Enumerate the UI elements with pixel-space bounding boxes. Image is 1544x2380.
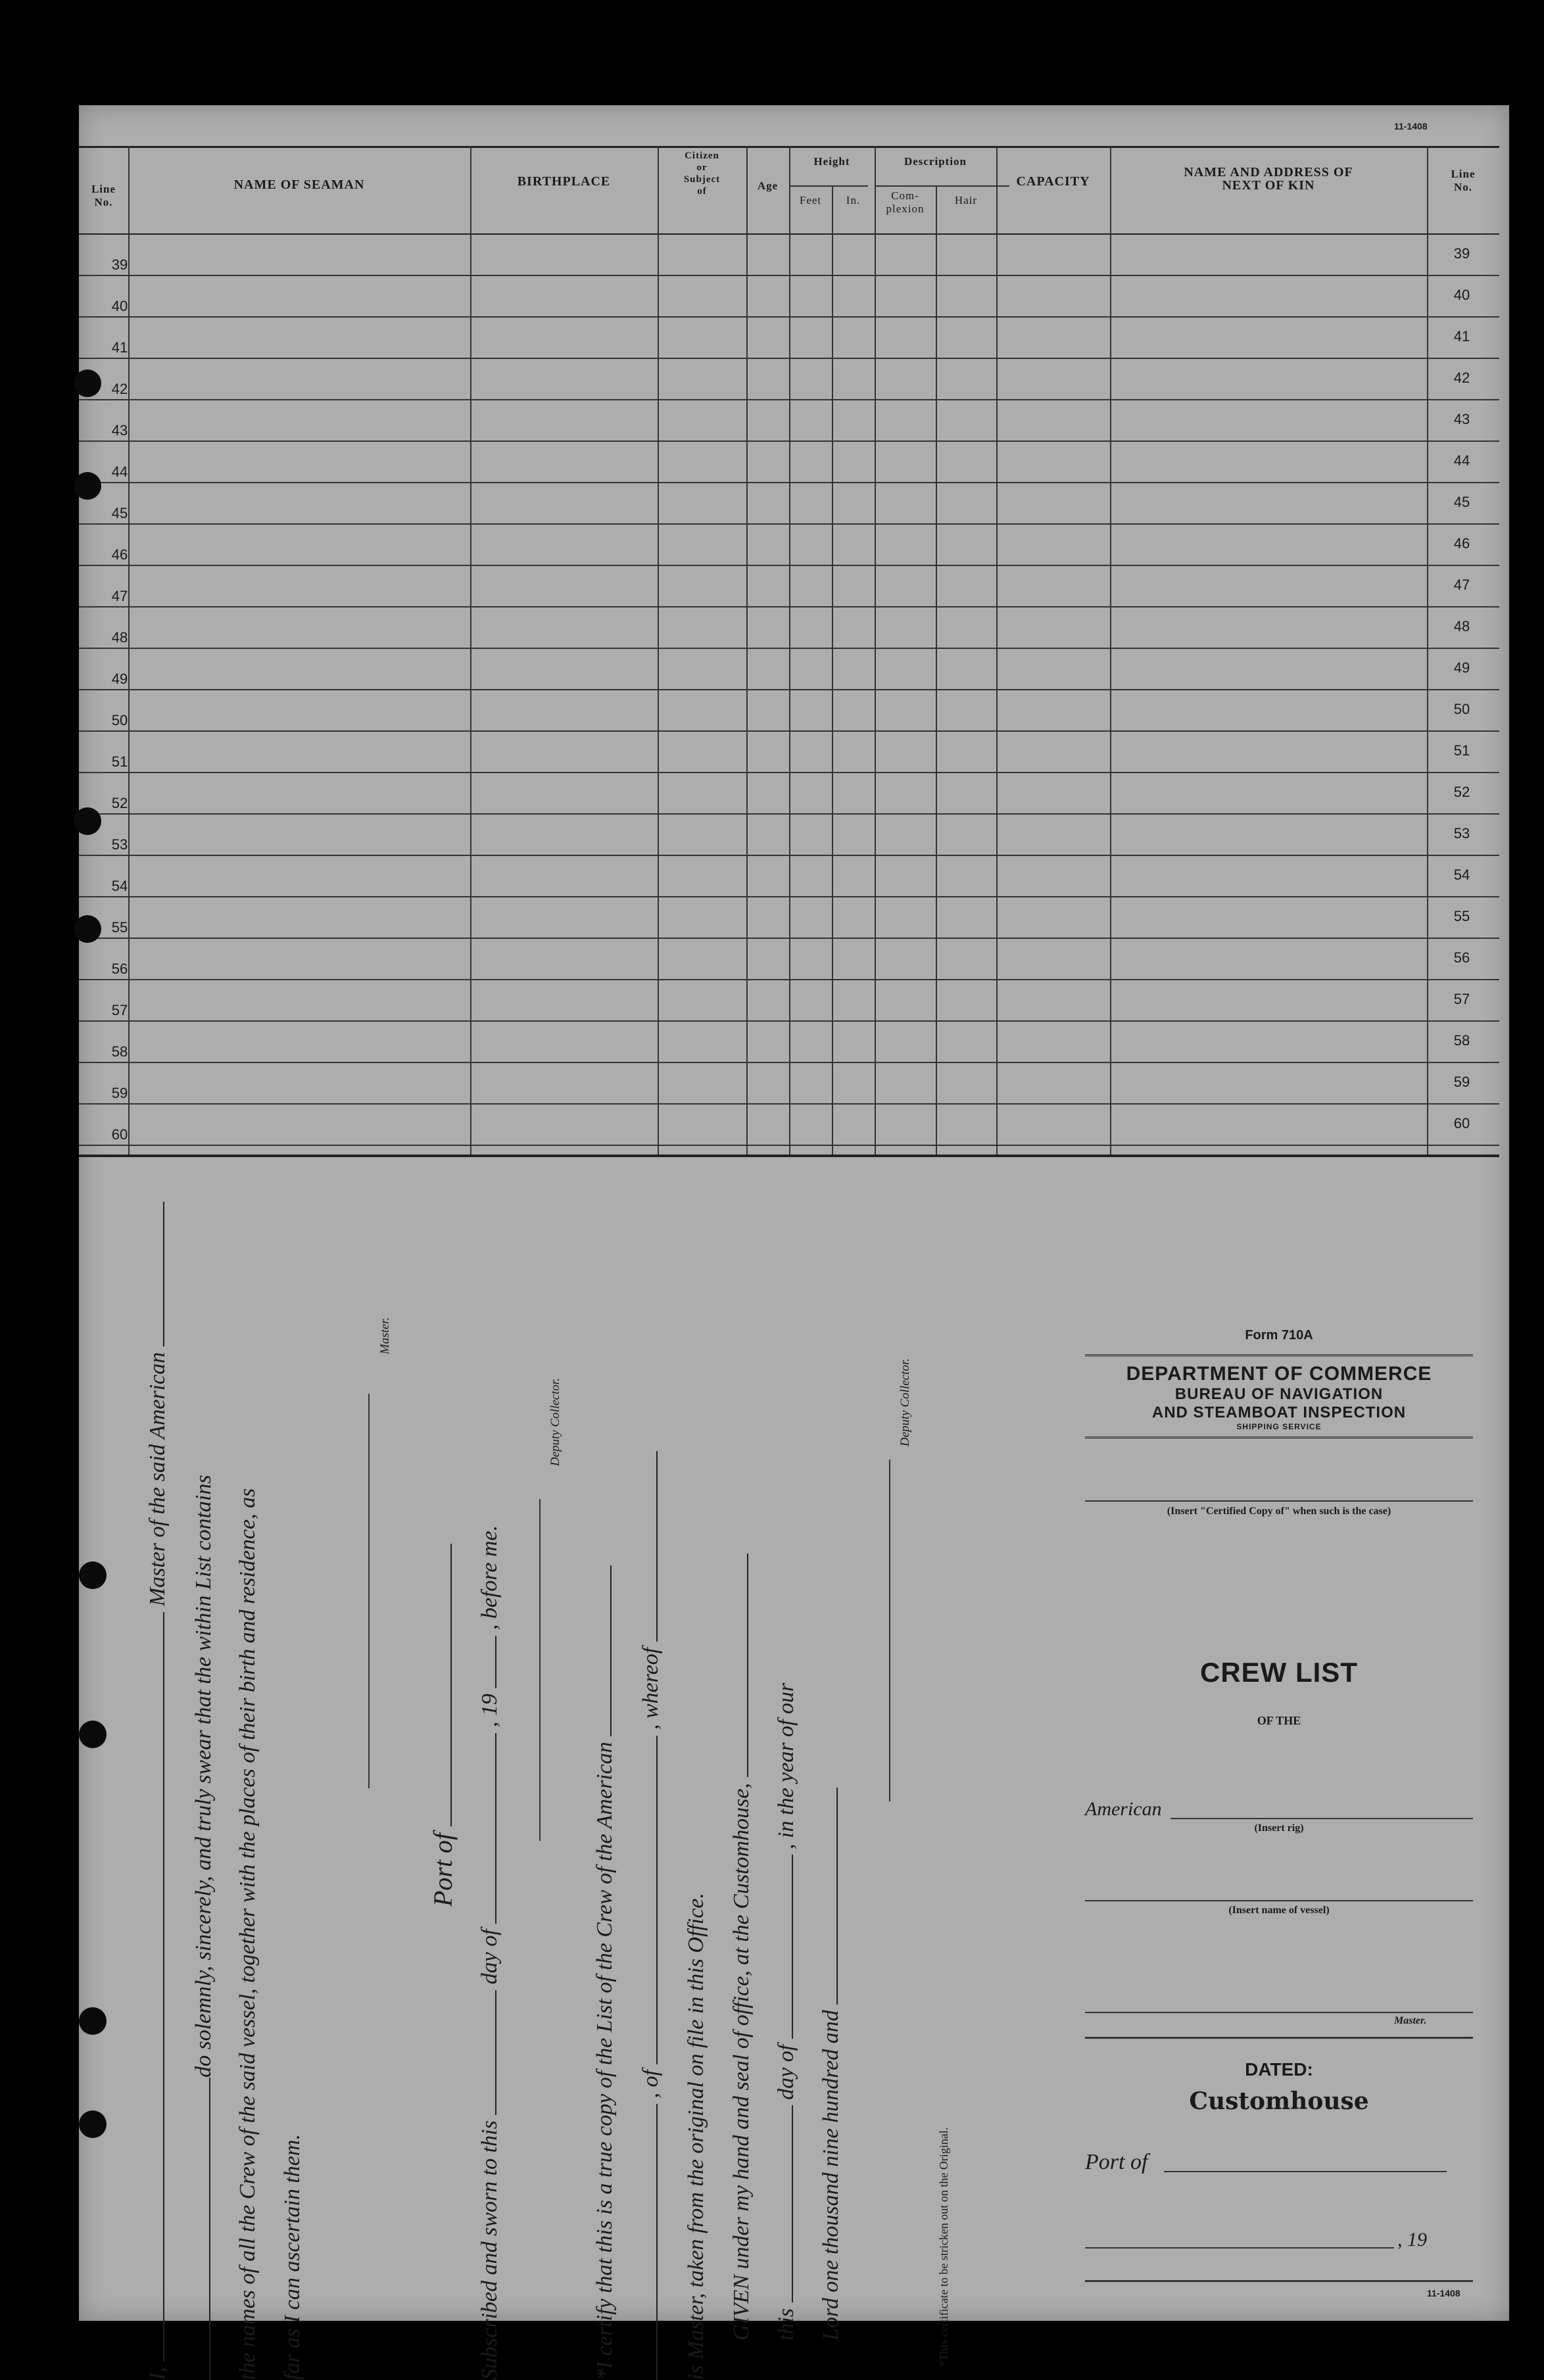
line-number-right: 39 — [1453, 245, 1470, 262]
table-row[interactable] — [79, 565, 1499, 566]
given-line-3 — [818, 1788, 844, 2341]
col-line — [746, 146, 748, 1156]
vessel-name-field[interactable] — [1085, 1900, 1473, 1901]
table-row[interactable] — [79, 399, 1499, 400]
line-number-right: 57 — [1453, 991, 1470, 1007]
line-number-left: 51 — [111, 753, 128, 770]
description-subrule — [875, 185, 1009, 187]
table-row[interactable] — [79, 523, 1499, 525]
port-of-label: Port of — [1085, 2150, 1148, 2174]
line-number-left: 49 — [111, 671, 128, 687]
line-number-left: 45 — [111, 505, 128, 521]
given-year-field[interactable] — [818, 1788, 838, 2005]
line-number-right: 44 — [1453, 452, 1470, 469]
oath-master-suffix: Master of the said American — [145, 1352, 170, 1607]
customhouse-label: Customhouse — [1189, 2087, 1369, 2115]
deputy-collector-label-1: Deputy Collector. — [548, 1377, 562, 1466]
certify-whereof-field[interactable] — [638, 1451, 658, 1642]
insert-rig-label: (Insert rig) — [1254, 1822, 1304, 1834]
oath-block — [118, 1262, 1039, 2380]
line-number-left: 59 — [111, 1085, 128, 1101]
line-number-right: 52 — [1453, 784, 1470, 800]
given-d: , in the year of our — [774, 1682, 798, 1849]
subscribed-b: day of — [477, 1929, 502, 1985]
given-month-field[interactable] — [773, 1855, 793, 2039]
col-line — [470, 146, 471, 1156]
header-capacity: CAPACITY — [1016, 174, 1090, 189]
certify-line-1 — [592, 1565, 617, 2380]
deputy-signature-line-1[interactable] — [539, 1499, 541, 1841]
table-row[interactable] — [79, 482, 1499, 483]
form-code-top: 11-1408 — [1394, 121, 1428, 131]
table-row[interactable] — [79, 772, 1499, 773]
line-number-right: 41 — [1453, 328, 1470, 345]
col-line — [789, 146, 790, 1156]
given-line-2 — [773, 1683, 799, 2341]
line-number-right: 49 — [1453, 659, 1470, 676]
american-label: American — [1085, 1798, 1162, 1820]
line-number-left: 56 — [111, 961, 128, 977]
insert-certified-label: (Insert "Certified Copy of" when such is the case) — [1167, 1506, 1391, 1517]
line-number-right: 50 — [1453, 701, 1470, 717]
panel-divider — [1085, 2037, 1473, 2039]
oath-line-1 — [145, 1202, 170, 2380]
oath-i: I, — [145, 2367, 170, 2380]
table-row[interactable] — [79, 1145, 1499, 1146]
line-number-left: 57 — [111, 1002, 128, 1018]
line-number-right: 46 — [1453, 535, 1470, 552]
given-e: Lord one thousand nine hundred and — [819, 2010, 843, 2341]
line-number-left: 40 — [111, 298, 128, 314]
dated-label: DATED: — [1245, 2059, 1313, 2080]
col-line — [832, 185, 833, 1156]
certify-line-2 — [638, 1451, 663, 2380]
master-label: Master. — [1394, 2015, 1427, 2026]
crew-list-sheet — [79, 105, 1509, 2380]
table-row[interactable] — [79, 855, 1499, 856]
form-number: Form 710A — [1245, 1328, 1313, 1343]
punch-hole — [79, 1561, 107, 1589]
header-age: Age — [757, 179, 779, 192]
panel-bottom-rule — [1085, 2280, 1473, 2282]
master-signature-label: Master. — [378, 1317, 392, 1354]
oath-line-3: the names of all the Crew of the said vessel, together with the places of their birth and residence, as — [235, 1488, 260, 2380]
day-field[interactable] — [477, 1990, 496, 2115]
header-line-no: Line No. — [91, 183, 116, 208]
dept-line-2: BUREAU OF NAVIGATION — [1174, 1385, 1384, 1403]
line-number-right: 59 — [1453, 1074, 1470, 1090]
line-number-right: 40 — [1453, 287, 1470, 303]
port-of-line — [427, 1544, 458, 1907]
header-line-no-right: Line No. — [1451, 168, 1476, 193]
line-number-right: 60 — [1453, 1115, 1470, 1131]
certified-copy-line[interactable] — [1085, 1500, 1473, 1502]
vessel-rig-field[interactable] — [145, 1202, 164, 1346]
dept-line-1: DEPARTMENT OF COMMERCE — [1126, 1363, 1432, 1385]
oath-line-2 — [191, 1475, 216, 2380]
certify-c: , whereof — [639, 1647, 663, 1730]
punch-hole — [74, 369, 101, 397]
oath-text-2: do solemnly, sincerely, and truly swear that the within List contains — [191, 1475, 216, 2078]
given-b: this — [774, 2308, 798, 2341]
punch-hole — [74, 472, 101, 500]
punch-hole — [79, 1721, 107, 1748]
table-row[interactable] — [79, 689, 1499, 690]
form-code-bottom: 11-1408 — [1427, 2288, 1460, 2298]
header-feet: Feet — [799, 194, 822, 206]
of-the-label: OF THE — [1257, 1714, 1301, 1727]
line-number-left: 52 — [111, 795, 128, 811]
line-number-left: 42 — [111, 381, 128, 397]
certify-name-field[interactable] — [638, 2104, 658, 2380]
spacer — [539, 1800, 579, 1801]
header-birthplace: BIRTHPLACE — [517, 174, 611, 189]
line-number-left: 54 — [111, 878, 128, 894]
table-row[interactable] — [79, 606, 1499, 607]
table-row[interactable] — [79, 648, 1499, 649]
table-row[interactable] — [79, 813, 1499, 815]
col-line — [658, 146, 659, 1156]
table-row[interactable] — [79, 1062, 1499, 1063]
port-of-label: Port of — [428, 1832, 458, 1907]
line-number-left: 50 — [111, 712, 128, 728]
department-block — [1085, 1354, 1473, 1439]
date-field[interactable] — [1085, 2247, 1394, 2249]
col-line — [1427, 146, 1428, 1156]
port-field[interactable] — [1164, 2171, 1447, 2172]
header-inches: In. — [846, 194, 861, 206]
month-field[interactable] — [477, 1733, 496, 1924]
table-row[interactable] — [79, 730, 1499, 732]
punch-hole — [74, 807, 101, 835]
line-number-right: 54 — [1453, 867, 1470, 883]
rig-field[interactable] — [1170, 1818, 1473, 1819]
deputy-signature-line-2[interactable] — [889, 1460, 890, 1801]
table-row[interactable] — [79, 1020, 1499, 1022]
punch-hole — [74, 915, 101, 943]
height-subrule — [789, 185, 868, 187]
oath-line-4: far as I can ascertain them. — [280, 2134, 304, 2380]
table-row[interactable] — [79, 316, 1499, 318]
oath-blank-field[interactable] — [191, 2078, 210, 2380]
deputy-collector-label-2: Deputy Collector. — [898, 1358, 912, 1446]
line-number-right: 47 — [1453, 577, 1470, 593]
header-complexion: Com- plexion — [886, 189, 925, 215]
line-number-left: 39 — [111, 256, 128, 273]
line-number-left: 55 — [111, 919, 128, 936]
line-number-right: 55 — [1453, 908, 1470, 924]
line-number-left: 60 — [111, 1126, 128, 1143]
punch-hole — [79, 2110, 107, 2138]
line-number-left: 44 — [111, 464, 128, 480]
dept-line-3: AND STEAMBOAT INSPECTION — [1151, 1404, 1407, 1421]
line-number-left: 47 — [111, 588, 128, 604]
line-number-right: 56 — [1453, 949, 1470, 966]
line-number-right: 43 — [1453, 411, 1470, 427]
year-field[interactable] — [477, 1636, 496, 1688]
footnote: *This certificate to be stricken out on the Original. — [937, 2127, 950, 2367]
crew-list-title: CREW LIST — [1200, 1657, 1358, 1688]
line-number-right: 42 — [1453, 369, 1470, 386]
line-number-left: 53 — [111, 836, 128, 853]
certify-of-field[interactable] — [638, 1736, 658, 2064]
col-line — [996, 146, 998, 1156]
line-number-right: 58 — [1453, 1032, 1470, 1049]
table-bottom-rule — [79, 1154, 1499, 1157]
subscribed-line — [477, 1525, 502, 2380]
line-number-right: 53 — [1453, 825, 1470, 842]
given-day-field[interactable] — [773, 2105, 793, 2302]
table-row[interactable] — [79, 1103, 1499, 1105]
header-citizen: Citizen or Subject of — [683, 151, 721, 197]
line-number-left: 58 — [111, 1043, 128, 1060]
table-row[interactable] — [79, 440, 1499, 442]
header-description: Description — [904, 155, 967, 168]
master-field[interactable] — [1085, 2012, 1473, 2013]
subscribed-a: Subscribed and sworn to this — [477, 2120, 502, 2380]
table-row[interactable] — [79, 979, 1499, 980]
customhouse-field[interactable] — [729, 1554, 748, 1777]
table-row[interactable] — [79, 275, 1499, 276]
line-number-left: 41 — [111, 339, 128, 356]
certify-vessel-field[interactable] — [592, 1565, 612, 1736]
given-c: day of — [774, 2044, 798, 2100]
given-line-1 — [729, 1554, 754, 2341]
line-number-right: 48 — [1453, 618, 1470, 634]
port-field[interactable] — [432, 1544, 452, 1826]
subscribed-d: , before me. — [477, 1525, 502, 1630]
table-row[interactable] — [79, 358, 1499, 359]
line-number-right: 45 — [1453, 494, 1470, 510]
master-name-field[interactable] — [145, 1612, 164, 2362]
col-line — [875, 146, 876, 1156]
header-next-of-kin: NAME AND ADDRESS OF NEXT OF KIN — [1184, 165, 1353, 193]
table-row[interactable] — [79, 896, 1499, 897]
insert-vessel-label: (Insert name of vessel) — [1228, 1905, 1330, 1916]
subscribed-c: , 19 — [477, 1694, 502, 1728]
header-name-of-seaman: NAME OF SEAMAN — [233, 178, 365, 192]
line-number-right: 51 — [1453, 742, 1470, 759]
dept-line-4: SHIPPING SERVICE — [1236, 1422, 1322, 1431]
col-line — [936, 185, 937, 1156]
year-label: , 19 — [1397, 2229, 1427, 2250]
line-number-left: 48 — [111, 629, 128, 646]
header-hair: Hair — [954, 194, 978, 206]
certify-a: *I certify that this is a true copy of the List of the Crew of the American — [592, 1742, 617, 2380]
line-number-left: 43 — [111, 422, 128, 439]
given-a: GIVEN under my hand and seal of office, at the Customhouse, — [729, 1782, 754, 2341]
header-height: Height — [813, 155, 850, 168]
table-row[interactable] — [79, 938, 1499, 939]
line-number-left: 46 — [111, 546, 128, 563]
certify-b: , of — [639, 2070, 663, 2099]
col-line — [1110, 146, 1111, 1156]
punch-hole — [79, 2007, 107, 2035]
master-signature-line[interactable] — [368, 1394, 370, 1788]
certify-line-3: is Master, taken from the original on file in this Office. — [684, 1892, 708, 2380]
